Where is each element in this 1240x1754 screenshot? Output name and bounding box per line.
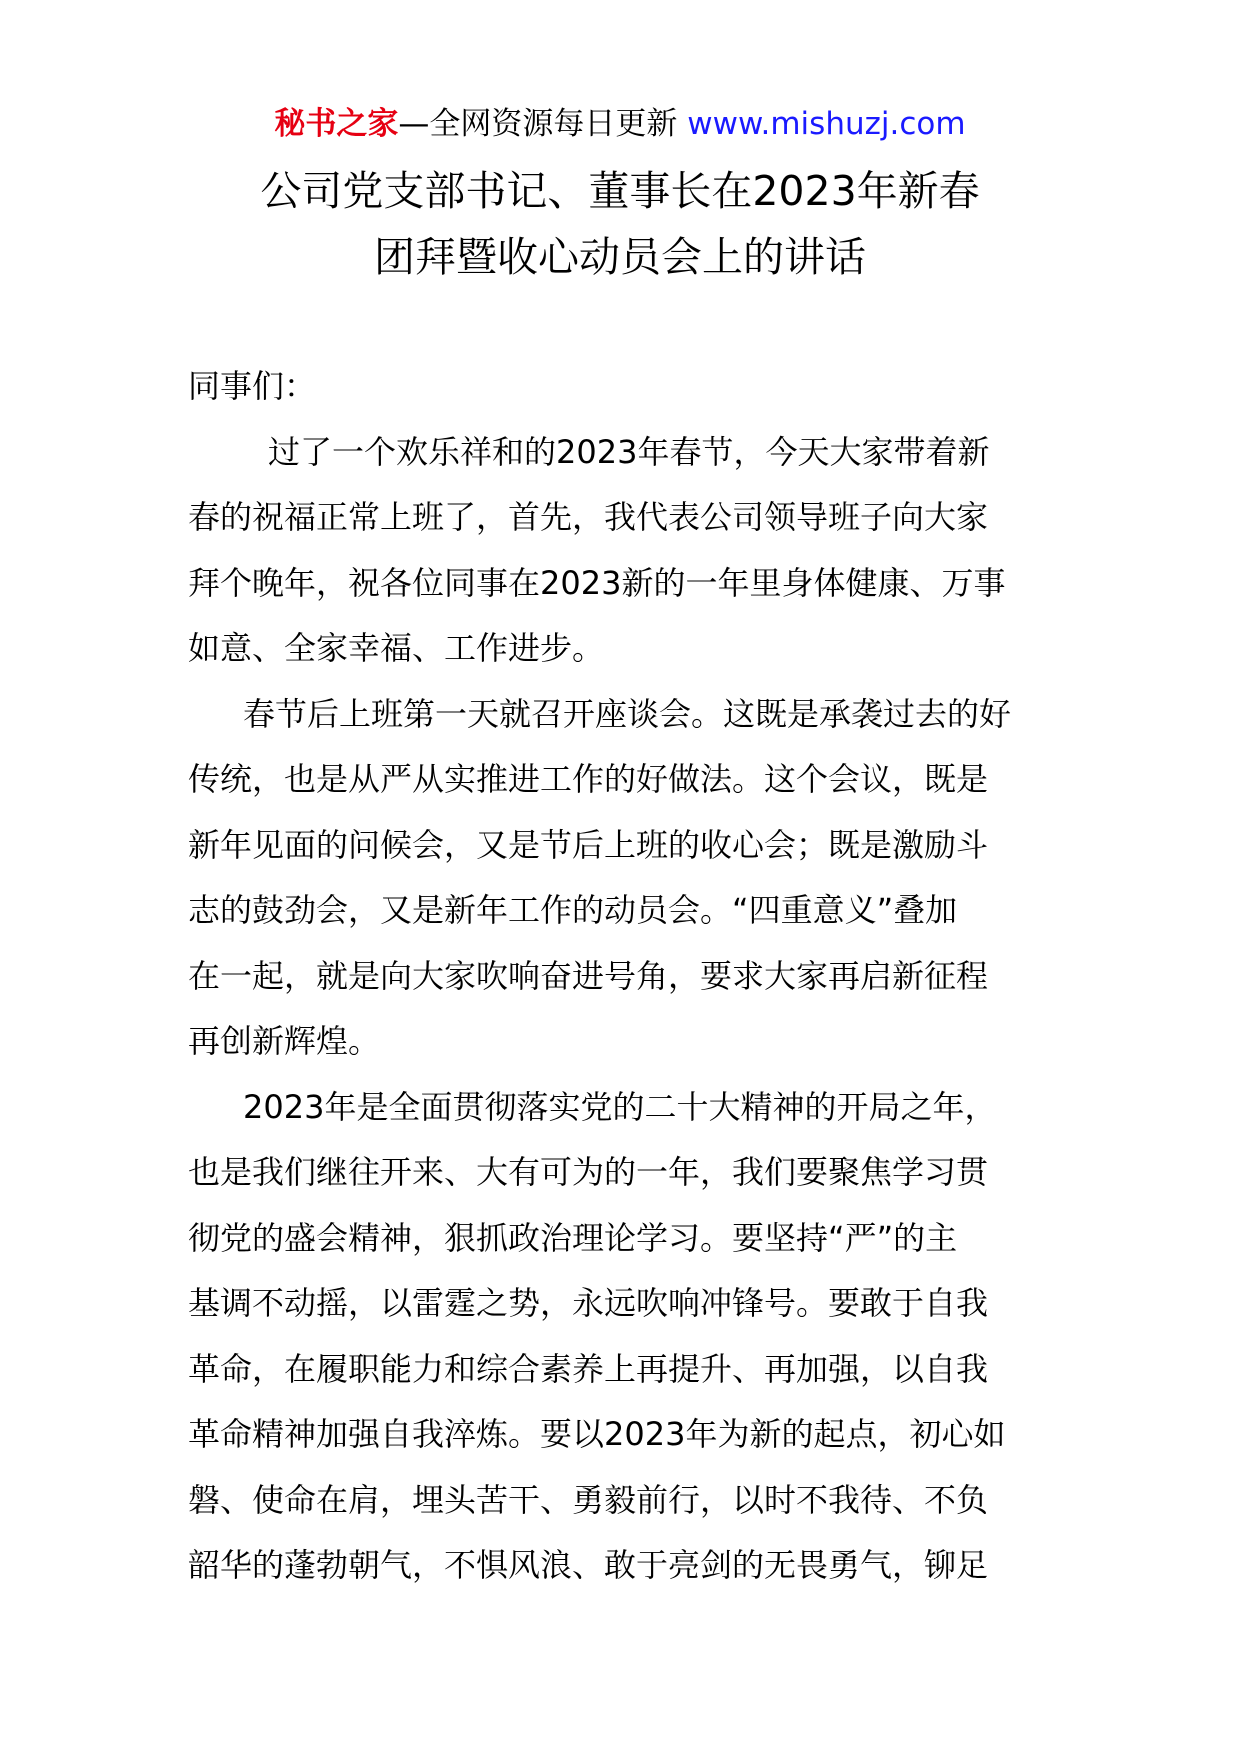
paragraph-line: 传统，也是从严从实推进工作的好做法。这个会议，既是 — [188, 760, 989, 798]
paragraph-line: 如意、全家幸福、工作进步。 — [188, 629, 605, 667]
paragraph-1 — [188, 420, 1058, 682]
document-title — [100, 158, 1140, 290]
paragraph-line: 也是我们继往开来、大有可为的一年，我们要聚焦学习贯 — [188, 1153, 989, 1191]
brand-name: 秘书之家 — [274, 106, 399, 142]
site-url-link[interactable]: www.mishuzj.com — [687, 106, 966, 142]
paragraph-line: 基调不动摇，以雷霆之势，永远吹响冲锋号。要敢于自我 — [188, 1284, 989, 1322]
paragraph-line: 春节后上班第一天就召开座谈会。这既是承袭过去的好 — [243, 694, 1012, 733]
paragraph-line: 志的鼓劲会，又是新年工作的动员会。“四重意义”叠加 — [188, 891, 958, 929]
paragraph-line: 拜个晚年，祝各位同事在2023新的一年里身体健康、万事 — [188, 563, 1006, 602]
paragraph-3 — [188, 1075, 1058, 1599]
title-line-2: 团拜暨收心动员会上的讲话 — [374, 233, 866, 281]
paragraph-line: 再创新辉煌。 — [188, 1022, 381, 1060]
paragraph-2 — [188, 682, 1058, 1075]
paragraph-line: 彻党的盛会精神，狠抓政治理论学习。要坚持“严”的主 — [188, 1218, 958, 1257]
paragraph-line: 新年见面的问候会，又是节后上班的收心会；既是激励斗 — [188, 825, 989, 864]
paragraph-line: 革命，在履职能力和综合素养上再提升、再加强，以自我 — [188, 1349, 989, 1388]
site-header — [0, 100, 1240, 148]
paragraph-line: 磐、使命在肩，埋头苦干、勇毅前行，以时不我待、不负 — [188, 1480, 989, 1519]
paragraph-line: 革命精神加强自我淬炼。要以2023年为新的起点，初心如 — [188, 1415, 1006, 1453]
salutation: 同事们： — [188, 367, 317, 405]
paragraph-line: 过了一个欢乐祥和的2023年春节，今天大家带着新 — [268, 432, 990, 471]
paragraph-line: 韶华的蓬勃朝气，不惧风浪、敢于亮剑的无畏勇气，铆足 — [188, 1546, 989, 1584]
title-line-1: 公司党支部书记、董事长在2023年新春 — [260, 167, 980, 215]
paragraph-line: 2023年是全面贯彻落实党的二十大精神的开局之年， — [243, 1087, 997, 1126]
paragraph-line: 在一起，就是向大家吹响奋进号角，要求大家再启新征程 — [188, 956, 989, 995]
document-body — [188, 354, 1058, 1599]
paragraph-line: 春的祝福正常上班了，首先，我代表公司领导班子向大家 — [188, 498, 989, 536]
header-tagline: —全网资源每日更新 — [398, 106, 678, 142]
